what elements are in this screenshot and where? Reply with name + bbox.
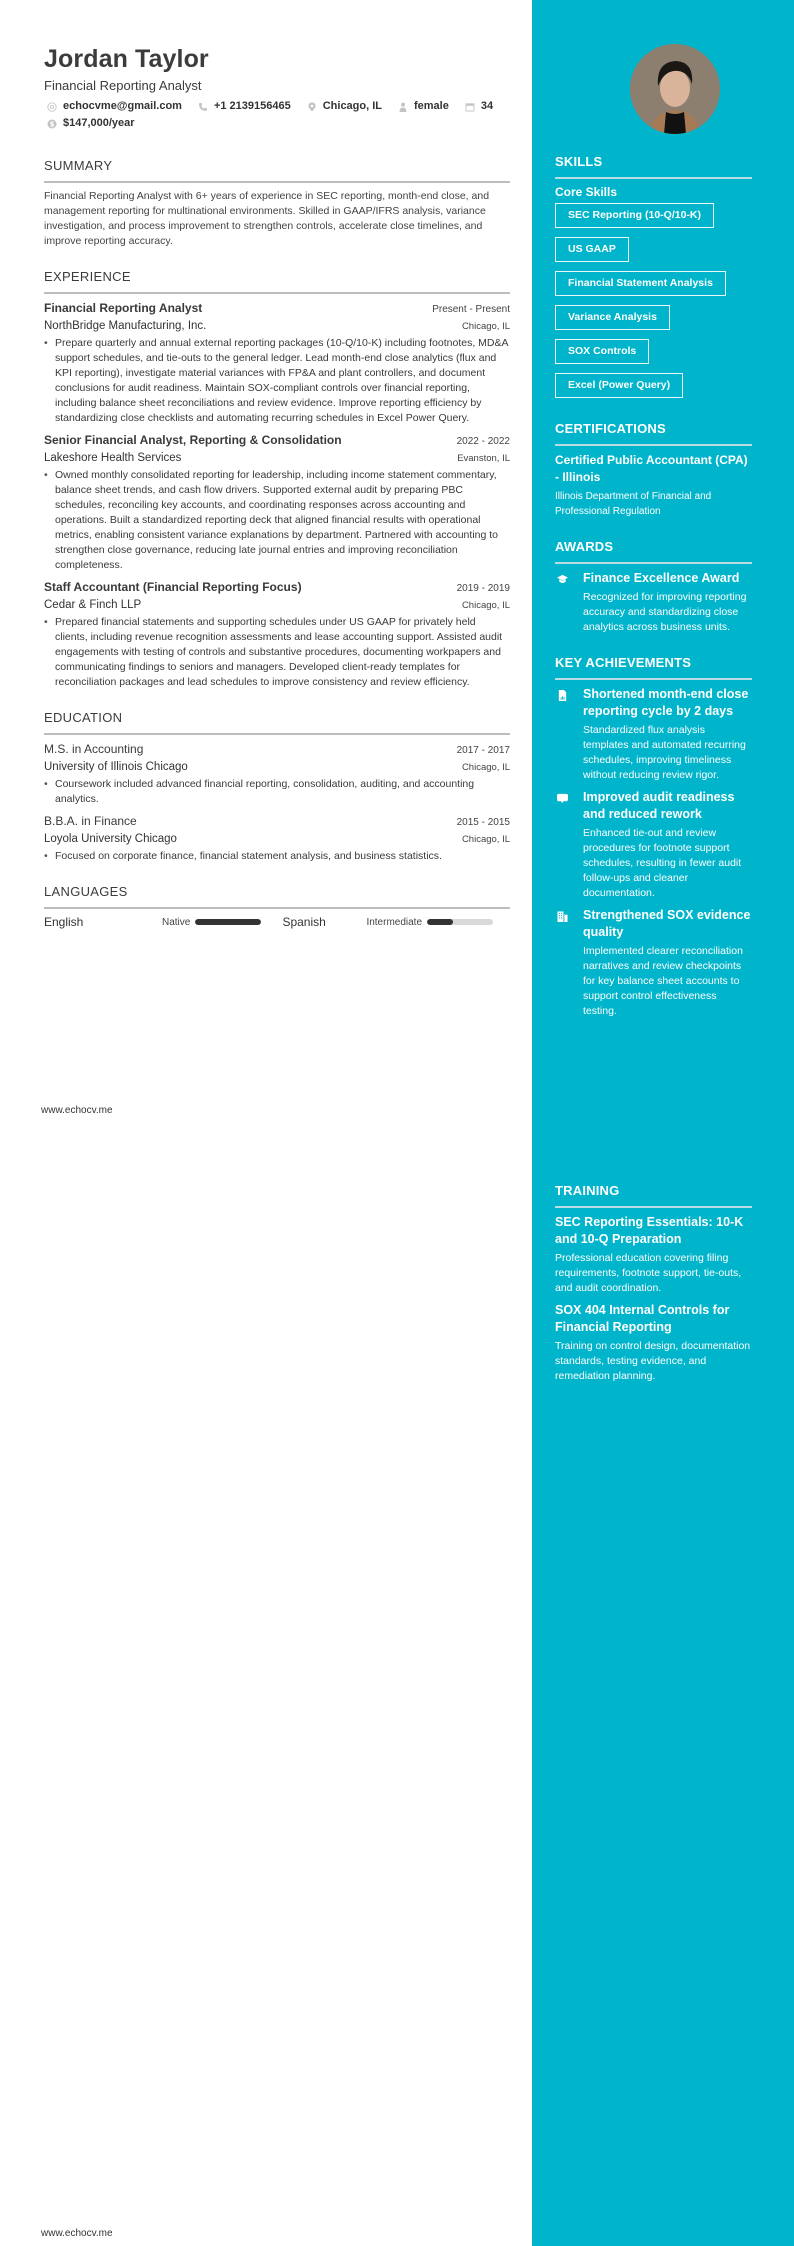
job-role: Senior Financial Analyst, Reporting & Consolidation [44,433,342,447]
experience-section [44,269,510,690]
company-name: Lakeshore Health Services [44,452,182,464]
speech-bubble-icon [555,789,583,901]
education-entry [44,813,510,864]
candidate-name: Jordan Taylor [44,45,209,73]
languages-section [44,884,510,929]
svg-text:$: $ [49,120,55,129]
skill-tag: Variance Analysis [555,305,670,330]
education-dates: 2017 - 2017 [456,745,510,756]
achievement-item [555,789,752,901]
report-file-icon [555,686,583,783]
languages-heading: LANGUAGES [44,884,510,909]
achievement-title: Shortened month-end close reporting cycle by 2 days [583,687,749,718]
summary-text: Financial Reporting Analyst with 6+ years of experience in SEC reporting, month-end close, and management reporting for multinational environments. Skilled in GAAP/IFRS analysis, variance investigation, and process improvement to strengthen controls, accelerate close timelines, and improve reporting accuracy. [44,190,490,247]
education-dates: 2015 - 2015 [456,817,510,828]
certifications-section [555,421,752,519]
certifications-heading: CERTIFICATIONS [555,421,752,446]
language-level: Native [162,916,191,928]
building-icon [555,907,583,1019]
language-proficiency-bar [195,919,261,925]
job-location: Evanston, IL [457,453,510,464]
language-item [282,915,510,929]
school-name: University of Illinois Chicago [44,761,188,773]
skill-tag: SEC Reporting (10-Q/10-K) [555,203,714,228]
profile-photo [630,44,720,134]
language-name: English [44,915,84,929]
contact-info [44,98,524,132]
training-section [555,1183,752,1384]
skills-section [555,154,752,407]
salary-icon [47,119,57,129]
location-value: Chicago, IL [322,100,382,112]
job-location: Chicago, IL [461,600,510,611]
contact-salary [44,115,135,132]
training-title: SEC Reporting Essentials: 10-K and 10-Q Preparation [555,1215,744,1246]
achievement-item [555,907,752,1019]
training-description: Professional education covering filing requirements, footnote support, tie-outs, and audit coordination. [555,1252,742,1294]
certification-issuer: Illinois Department of Financial and Professional Regulation [555,491,712,517]
achievements-heading: KEY ACHIEVEMENTS [555,655,752,680]
skill-tag: Financial Statement Analysis [555,271,726,296]
award-description: Recognized for improving reporting accuracy and standardizing close analytics across business units. [583,591,747,633]
contact-gender [395,98,449,115]
graduation-cap-icon [555,570,583,635]
job-bullet: • Owned monthly consolidated reporting for leadership, including income statement commentary, balance sheet trends, and cash flow drivers. Supported external audit by preparing PBC schedules, reconciling key accounts, and coordinating responses across accounting and operations. Built a standardized reporting deck that aligned financial results with operational metrics, enabling consistent variance explanations by department. Partnered with accounting to strengthen close governance, reducing late journal entries and improving reconciliation completeness. [44,468,510,573]
contact-location [304,98,382,115]
training-item [555,1214,752,1296]
job-dates: 2019 - 2019 [456,583,510,594]
skill-tag: SOX Controls [555,339,649,364]
award-item [555,570,752,635]
job-dates: 2022 - 2022 [456,436,510,447]
calendar-icon [465,102,475,112]
person-icon [398,102,408,112]
email-icon [47,102,57,112]
sidebar [532,0,794,2246]
education-entry [44,741,510,807]
job-role: Staff Accountant (Financial Reporting Focus) [44,580,302,594]
education-bullet: • Focused on corporate finance, financial statement analysis, and business statistics. [44,849,510,864]
phone-icon [198,102,208,112]
education-bullet: • Coursework included advanced financial reporting, consolidation, auditing, and accounting analytics. [44,777,510,807]
language-level: Intermediate [366,916,423,928]
training-heading: TRAINING [555,1183,752,1208]
achievement-title: Improved audit readiness and reduced rework [583,790,735,821]
footer-link[interactable]: www.echocv.me [41,1105,113,1116]
summary-heading: SUMMARY [44,158,510,183]
education-section [44,710,510,864]
company-name: NorthBridge Manufacturing, Inc. [44,320,207,332]
phone-value: +1 2139156465 [213,100,291,112]
header [44,44,510,132]
job-title: Financial Reporting Analyst [44,78,202,93]
achievement-description: Implemented clearer reconciliation narratives and review checkpoints for key balance sheet accounts to support control effectiveness testing. [583,945,743,1017]
job-role: Financial Reporting Analyst [44,301,203,315]
award-title: Finance Excellence Award [583,571,740,585]
contact-phone[interactable] [195,98,291,115]
skills-subheading: Core Skills [555,185,618,199]
skill-tag: US GAAP [555,237,629,262]
certification-name: Certified Public Accountant (CPA) - Illinois [555,453,748,484]
email-value: echocvme@gmail.com [63,100,182,112]
language-name: Spanish [282,915,326,929]
footer-link-page2[interactable]: www.echocv.me [41,2228,113,2239]
school-location: Chicago, IL [461,762,510,773]
job-bullet: • Prepared financial statements and supporting schedules under US GAAP for privately held clients, including revenue recognition assessments and lease accounting support. Assisted audit engagements with testing of controls and substantive procedures, documenting workpapers and communicating findings to seniors and managers. Developed client-ready templates for reconciliation packages and lead schedules to improve consistency and review efficiency. [44,615,510,690]
language-item [44,915,282,929]
school-name: Loyola University Chicago [44,833,177,845]
job-bullet: • Prepare quarterly and annual external reporting packages (10-Q/10-K) including footnotes, MD&A support schedules, and tie-outs to the general ledger. Lead month-end close analytics (flux and KPI reporting), investigate material variances with FP&A and plant controllers, and document conclusions for audit readiness. Maintain SOX-compliant controls over financial reporting, including balance sheet reconciliations and review evidence. Improve reporting efficiency by standardizing close checklists and automating recurring schedules in Excel Power Query. [44,336,510,426]
degree: M.S. in Accounting [44,742,144,756]
training-title: SOX 404 Internal Controls for Financial Reporting [555,1303,730,1334]
achievement-title: Strengthened SOX evidence quality [583,908,751,939]
contact-age [462,98,493,115]
company-name: Cedar & Finch LLP [44,599,142,611]
experience-heading: EXPERIENCE [44,269,510,294]
awards-heading: AWARDS [555,539,752,564]
experience-entry [44,579,510,690]
achievements-section [555,655,752,1019]
gender-value: female [414,100,449,112]
experience-entry [44,300,510,426]
language-proficiency-bar [427,919,493,925]
achievement-description: Standardized flux analysis templates and automated recurring schedules, improving timeliness without reducing review rigor. [583,724,746,781]
training-description: Training on control design, documentation standards, testing evidence, and remediation planning. [555,1340,751,1382]
age-value: 34 [480,100,494,112]
skill-tags [555,203,752,407]
summary-section [44,158,510,249]
salary-value: $147,000/year [63,117,135,129]
skill-tag: Excel (Power Query) [555,373,683,398]
achievement-description: Enhanced tie-out and review procedures for footnote support schedules, resulting in fewer audit follow-ups and cleaner documentation. [583,827,742,899]
experience-entry [44,432,510,573]
job-location: Chicago, IL [461,321,510,332]
school-location: Chicago, IL [461,834,510,845]
training-item [555,1302,752,1384]
achievement-item [555,686,752,783]
degree: B.B.A. in Finance [44,814,137,828]
awards-section [555,539,752,635]
job-dates: Present - Present [432,304,510,315]
location-icon [307,102,317,112]
skills-heading: SKILLS [555,154,752,179]
education-heading: EDUCATION [44,710,510,735]
contact-email[interactable] [44,98,182,115]
